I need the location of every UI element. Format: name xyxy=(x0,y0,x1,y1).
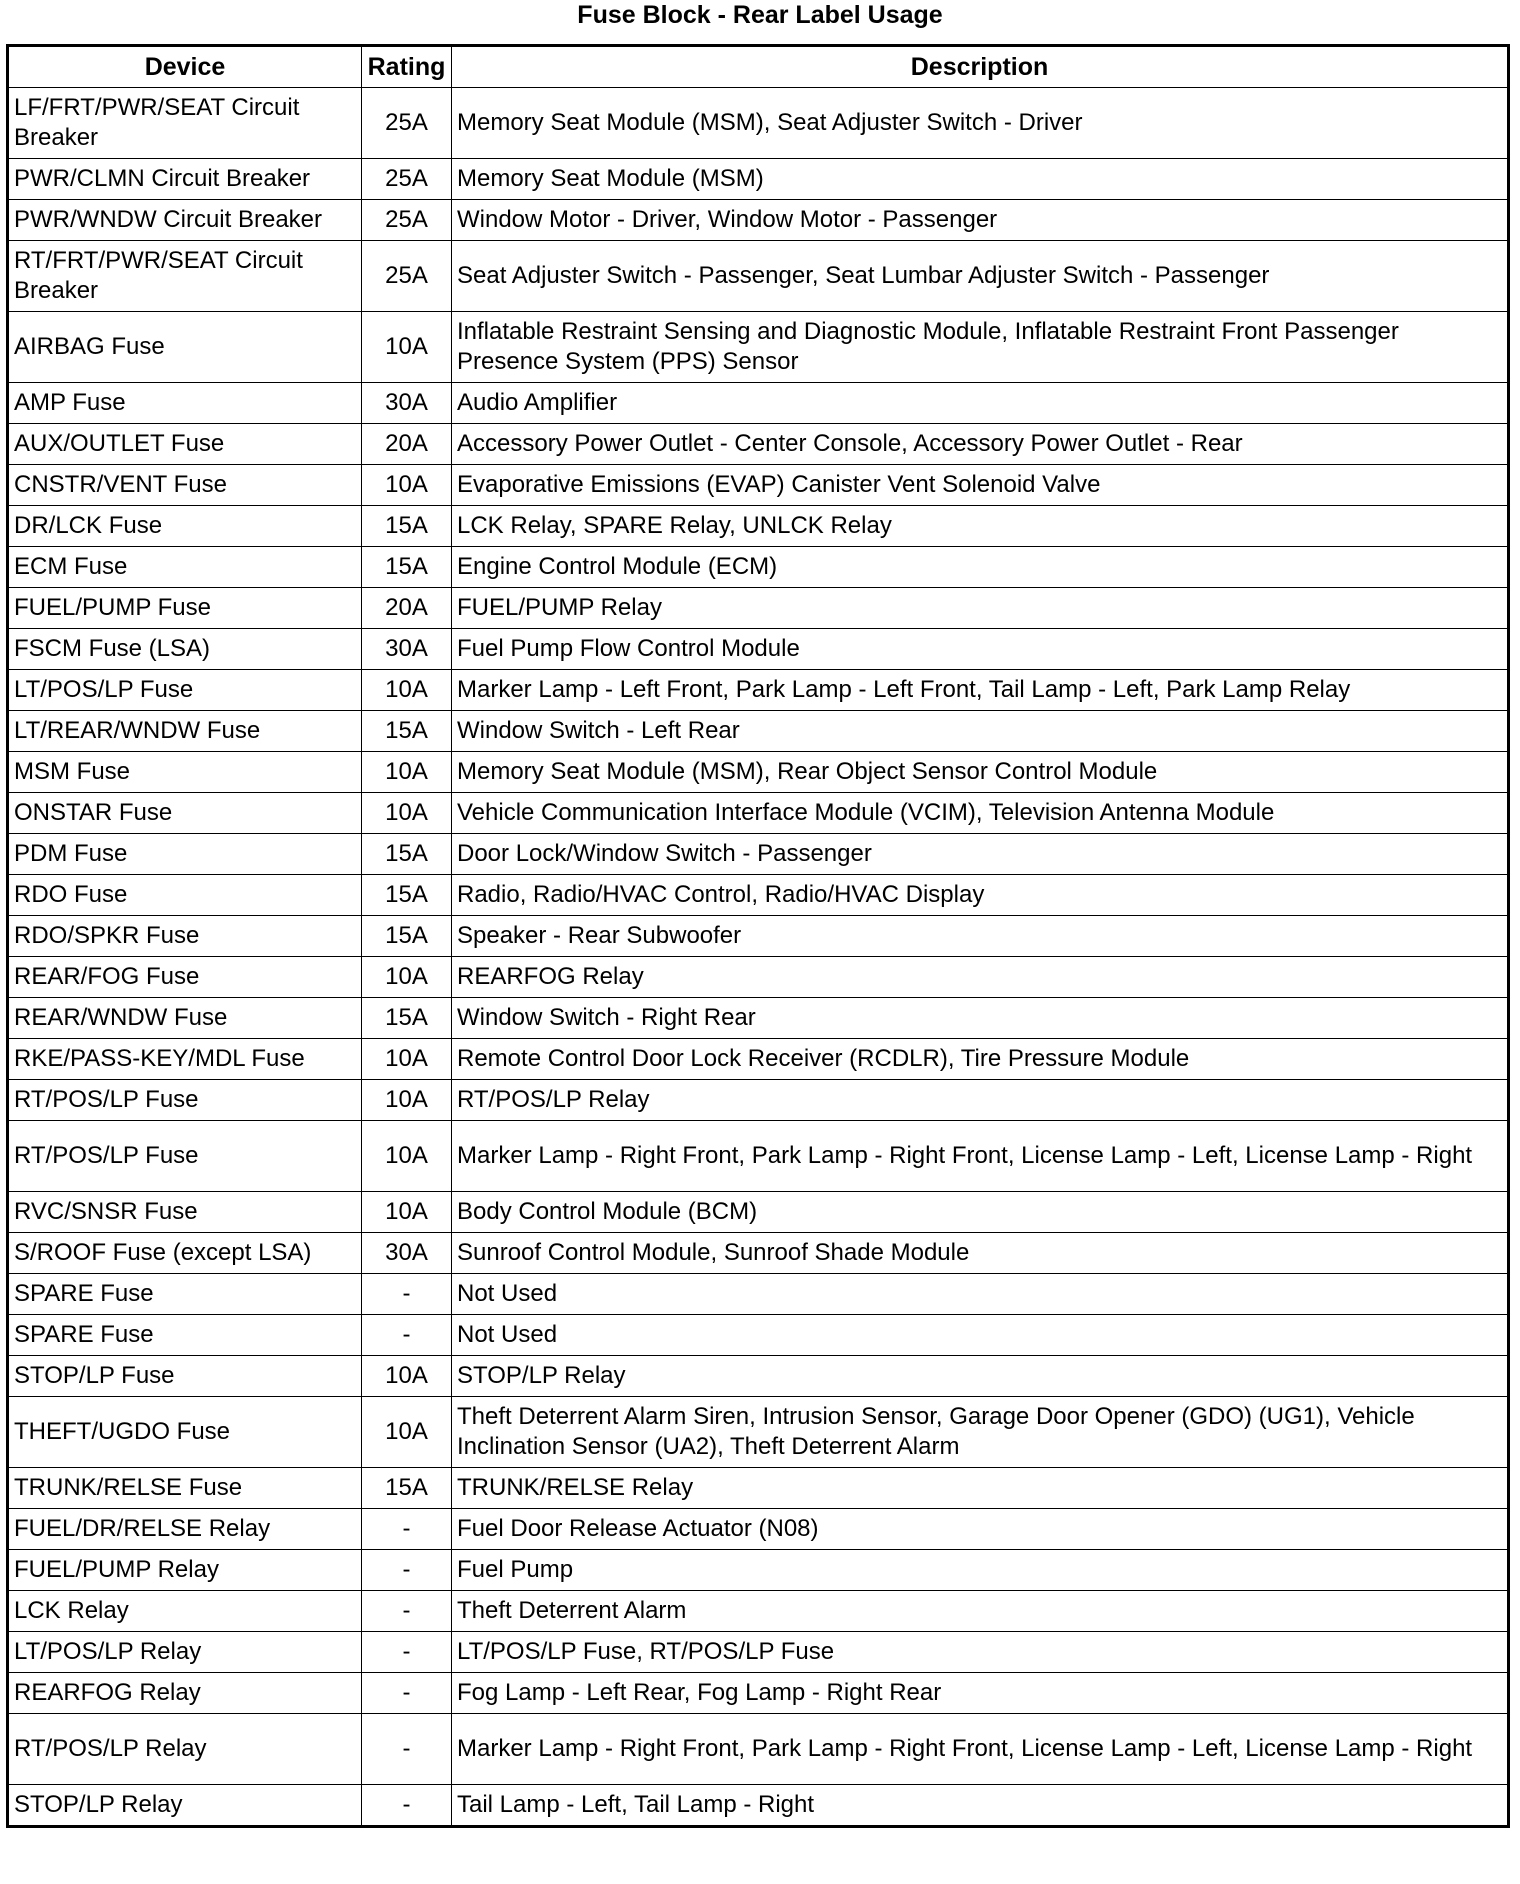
device-cell: RDO/SPKR Fuse xyxy=(8,916,362,957)
description-cell: Seat Adjuster Switch - Passenger, Seat Lumbar Adjuster Switch - Passenger xyxy=(452,241,1509,312)
rating-cell: 15A xyxy=(362,711,452,752)
device-cell: FUEL/PUMP Relay xyxy=(8,1550,362,1591)
table-row xyxy=(8,424,1509,465)
rating-cell: 10A xyxy=(362,1397,452,1468)
rating-cell: - xyxy=(362,1274,452,1315)
description-cell: Inflatable Restraint Sensing and Diagnostic Module, Inflatable Restraint Front Passenger Presence System (PPS) Sensor xyxy=(452,312,1509,383)
description-cell: Engine Control Module (ECM) xyxy=(452,547,1509,588)
table-row xyxy=(8,241,1509,312)
table-row xyxy=(8,1591,1509,1632)
table-row xyxy=(8,1121,1509,1192)
table-header-row xyxy=(8,46,1509,88)
rating-cell: 10A xyxy=(362,957,452,998)
device-cell: LT/POS/LP Fuse xyxy=(8,670,362,711)
fuse-usage-table xyxy=(6,44,1510,1828)
device-cell: FUEL/DR/RELSE Relay xyxy=(8,1509,362,1550)
description-cell: Radio, Radio/HVAC Control, Radio/HVAC Display xyxy=(452,875,1509,916)
column-header-description: Description xyxy=(452,46,1509,88)
rating-cell: 15A xyxy=(362,506,452,547)
rating-cell: 30A xyxy=(362,1233,452,1274)
rating-cell: 10A xyxy=(362,1039,452,1080)
rating-cell: - xyxy=(362,1509,452,1550)
device-cell: ONSTAR Fuse xyxy=(8,793,362,834)
description-cell: Window Switch - Right Rear xyxy=(452,998,1509,1039)
table-row xyxy=(8,1080,1509,1121)
rating-cell: 10A xyxy=(362,465,452,506)
description-cell: Memory Seat Module (MSM), Rear Object Sensor Control Module xyxy=(452,752,1509,793)
table-row xyxy=(8,629,1509,670)
rating-cell: 15A xyxy=(362,998,452,1039)
table-row xyxy=(8,1673,1509,1714)
table-row xyxy=(8,88,1509,159)
rating-cell: 20A xyxy=(362,424,452,465)
table-row xyxy=(8,1468,1509,1509)
description-cell: LT/POS/LP Fuse, RT/POS/LP Fuse xyxy=(452,1632,1509,1673)
description-cell: Evaporative Emissions (EVAP) Canister Vent Solenoid Valve xyxy=(452,465,1509,506)
rating-cell: 10A xyxy=(362,670,452,711)
device-cell: REARFOG Relay xyxy=(8,1673,362,1714)
device-cell: AUX/OUTLET Fuse xyxy=(8,424,362,465)
device-cell: MSM Fuse xyxy=(8,752,362,793)
device-cell: LT/POS/LP Relay xyxy=(8,1632,362,1673)
rating-cell: - xyxy=(362,1785,452,1827)
column-header-device: Device xyxy=(8,46,362,88)
description-cell: Window Switch - Left Rear xyxy=(452,711,1509,752)
device-cell: RT/POS/LP Fuse xyxy=(8,1080,362,1121)
rating-cell: 15A xyxy=(362,547,452,588)
table-row xyxy=(8,1274,1509,1315)
device-cell: S/ROOF Fuse (except LSA) xyxy=(8,1233,362,1274)
device-cell: RT/FRT/PWR/SEAT Circuit Breaker xyxy=(8,241,362,312)
table-row xyxy=(8,465,1509,506)
rating-cell: 10A xyxy=(362,1080,452,1121)
table-row xyxy=(8,1397,1509,1468)
description-cell: RT/POS/LP Relay xyxy=(452,1080,1509,1121)
description-cell: Not Used xyxy=(452,1315,1509,1356)
table-row xyxy=(8,752,1509,793)
table-row xyxy=(8,957,1509,998)
rating-cell: 25A xyxy=(362,241,452,312)
description-cell: Window Motor - Driver, Window Motor - Passenger xyxy=(452,200,1509,241)
description-cell: TRUNK/RELSE Relay xyxy=(452,1468,1509,1509)
device-cell: ECM Fuse xyxy=(8,547,362,588)
table-row xyxy=(8,547,1509,588)
rating-cell: - xyxy=(362,1550,452,1591)
table-row xyxy=(8,1632,1509,1673)
device-cell: THEFT/UGDO Fuse xyxy=(8,1397,362,1468)
description-cell: Tail Lamp - Left, Tail Lamp - Right xyxy=(452,1785,1509,1827)
device-cell: PDM Fuse xyxy=(8,834,362,875)
column-header-rating: Rating xyxy=(362,46,452,88)
rating-cell: - xyxy=(362,1714,452,1785)
description-cell: Sunroof Control Module, Sunroof Shade Module xyxy=(452,1233,1509,1274)
device-cell: LF/FRT/PWR/SEAT Circuit Breaker xyxy=(8,88,362,159)
device-cell: SPARE Fuse xyxy=(8,1315,362,1356)
description-cell: Not Used xyxy=(452,1274,1509,1315)
device-cell: RT/POS/LP Relay xyxy=(8,1714,362,1785)
device-cell: SPARE Fuse xyxy=(8,1274,362,1315)
rating-cell: 25A xyxy=(362,159,452,200)
rating-cell: 15A xyxy=(362,834,452,875)
rating-cell: - xyxy=(362,1673,452,1714)
rating-cell: 20A xyxy=(362,588,452,629)
table-row xyxy=(8,670,1509,711)
table-row xyxy=(8,834,1509,875)
rating-cell: 25A xyxy=(362,88,452,159)
table-row xyxy=(8,1233,1509,1274)
device-cell: PWR/CLMN Circuit Breaker xyxy=(8,159,362,200)
description-cell: Marker Lamp - Right Front, Park Lamp - Right Front, License Lamp - Left, License Lamp - Right xyxy=(452,1714,1509,1785)
rating-cell: - xyxy=(362,1591,452,1632)
table-row xyxy=(8,1509,1509,1550)
description-cell: FUEL/PUMP Relay xyxy=(452,588,1509,629)
rating-cell: 30A xyxy=(362,383,452,424)
device-cell: FUEL/PUMP Fuse xyxy=(8,588,362,629)
device-cell: RVC/SNSR Fuse xyxy=(8,1192,362,1233)
device-cell: RDO Fuse xyxy=(8,875,362,916)
device-cell: REAR/FOG Fuse xyxy=(8,957,362,998)
rating-cell: - xyxy=(362,1315,452,1356)
description-cell: Memory Seat Module (MSM), Seat Adjuster Switch - Driver xyxy=(452,88,1509,159)
description-cell: STOP/LP Relay xyxy=(452,1356,1509,1397)
description-cell: Fuel Pump xyxy=(452,1550,1509,1591)
device-cell: DR/LCK Fuse xyxy=(8,506,362,547)
table-row xyxy=(8,1785,1509,1827)
rating-cell: 10A xyxy=(362,752,452,793)
description-cell: REARFOG Relay xyxy=(452,957,1509,998)
description-cell: Fuel Door Release Actuator (N08) xyxy=(452,1509,1509,1550)
device-cell: AMP Fuse xyxy=(8,383,362,424)
description-cell: Memory Seat Module (MSM) xyxy=(452,159,1509,200)
rating-cell: 25A xyxy=(362,200,452,241)
table-row xyxy=(8,1315,1509,1356)
description-cell: Speaker - Rear Subwoofer xyxy=(452,916,1509,957)
device-cell: LT/REAR/WNDW Fuse xyxy=(8,711,362,752)
rating-cell: 10A xyxy=(362,1192,452,1233)
table-row xyxy=(8,1356,1509,1397)
rating-cell: 10A xyxy=(362,312,452,383)
rating-cell: 30A xyxy=(362,629,452,670)
description-cell: Theft Deterrent Alarm Siren, Intrusion Sensor, Garage Door Opener (GDO) (UG1), Vehicle Inclination Sensor (UA2), Theft Deterrent Alarm xyxy=(452,1397,1509,1468)
description-cell: Remote Control Door Lock Receiver (RCDLR), Tire Pressure Module xyxy=(452,1039,1509,1080)
device-cell: LCK Relay xyxy=(8,1591,362,1632)
table-row xyxy=(8,998,1509,1039)
description-cell: Fuel Pump Flow Control Module xyxy=(452,629,1509,670)
rating-cell: 10A xyxy=(362,1356,452,1397)
device-cell: STOP/LP Fuse xyxy=(8,1356,362,1397)
device-cell: CNSTR/VENT Fuse xyxy=(8,465,362,506)
rating-cell: - xyxy=(362,1632,452,1673)
description-cell: Body Control Module (BCM) xyxy=(452,1192,1509,1233)
table-row xyxy=(8,588,1509,629)
description-cell: LCK Relay, SPARE Relay, UNLCK Relay xyxy=(452,506,1509,547)
description-cell: Vehicle Communication Interface Module (VCIM), Television Antenna Module xyxy=(452,793,1509,834)
device-cell: FSCM Fuse (LSA) xyxy=(8,629,362,670)
device-cell: STOP/LP Relay xyxy=(8,1785,362,1827)
description-cell: Door Lock/Window Switch - Passenger xyxy=(452,834,1509,875)
description-cell: Accessory Power Outlet - Center Console, Accessory Power Outlet - Rear xyxy=(452,424,1509,465)
table-row xyxy=(8,312,1509,383)
page-title: Fuse Block - Rear Label Usage xyxy=(577,1,943,29)
table-row xyxy=(8,1550,1509,1591)
device-cell: RKE/PASS-KEY/MDL Fuse xyxy=(8,1039,362,1080)
description-cell: Fog Lamp - Left Rear, Fog Lamp - Right Rear xyxy=(452,1673,1509,1714)
table-row xyxy=(8,793,1509,834)
rating-cell: 15A xyxy=(362,1468,452,1509)
rating-cell: 15A xyxy=(362,875,452,916)
device-cell: AIRBAG Fuse xyxy=(8,312,362,383)
table-row xyxy=(8,383,1509,424)
table-row xyxy=(8,1039,1509,1080)
device-cell: RT/POS/LP Fuse xyxy=(8,1121,362,1192)
device-cell: PWR/WNDW Circuit Breaker xyxy=(8,200,362,241)
rating-cell: 10A xyxy=(362,793,452,834)
description-cell: Audio Amplifier xyxy=(452,383,1509,424)
table-row xyxy=(8,159,1509,200)
description-cell: Marker Lamp - Right Front, Park Lamp - Right Front, License Lamp - Left, License Lamp - Right xyxy=(452,1121,1509,1192)
device-cell: REAR/WNDW Fuse xyxy=(8,998,362,1039)
description-cell: Marker Lamp - Left Front, Park Lamp - Left Front, Tail Lamp - Left, Park Lamp Relay xyxy=(452,670,1509,711)
table-row xyxy=(8,916,1509,957)
rating-cell: 10A xyxy=(362,1121,452,1192)
table-row xyxy=(8,1714,1509,1785)
table-row xyxy=(8,506,1509,547)
table-row xyxy=(8,200,1509,241)
table-row xyxy=(8,875,1509,916)
table-row xyxy=(8,1192,1509,1233)
rating-cell: 15A xyxy=(362,916,452,957)
description-cell: Theft Deterrent Alarm xyxy=(452,1591,1509,1632)
device-cell: TRUNK/RELSE Fuse xyxy=(8,1468,362,1509)
table-row xyxy=(8,711,1509,752)
